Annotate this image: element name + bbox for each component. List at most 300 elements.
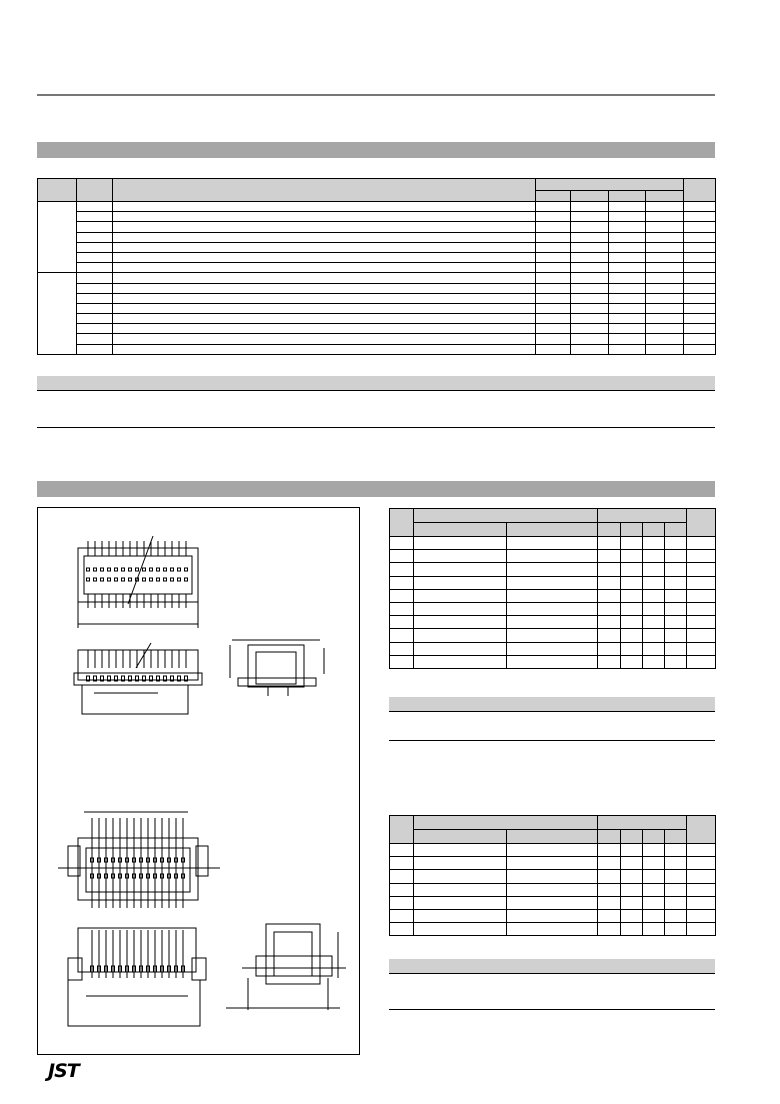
table-cell xyxy=(77,179,113,202)
table-cell xyxy=(665,563,687,576)
table-cell xyxy=(414,655,507,668)
table-a-notes-header xyxy=(389,697,715,711)
table-cell xyxy=(77,293,113,303)
table-cell xyxy=(609,191,646,202)
receptacle-front-view xyxy=(68,928,206,1026)
table-cell xyxy=(598,883,621,896)
table-cell xyxy=(390,923,414,936)
table-cell xyxy=(571,202,609,212)
table-row xyxy=(390,616,716,629)
table-cell xyxy=(113,344,536,354)
table-cell xyxy=(643,523,665,537)
table-cell xyxy=(390,563,414,576)
table-cell xyxy=(621,655,643,668)
table-cell xyxy=(643,642,665,655)
table-cell xyxy=(390,589,414,602)
pin-pad xyxy=(129,568,132,571)
table-cell xyxy=(646,222,684,232)
table-cell xyxy=(687,629,716,642)
table-cell xyxy=(536,212,571,222)
table-cell xyxy=(598,509,687,523)
table-cell xyxy=(598,576,621,589)
table-cell xyxy=(684,334,716,344)
table-cell xyxy=(684,273,716,283)
table-cell xyxy=(621,896,643,909)
table-cell xyxy=(665,550,687,563)
table-cell xyxy=(113,263,536,273)
table-cell xyxy=(665,655,687,668)
table-cell xyxy=(687,537,716,550)
table-cell xyxy=(113,334,536,344)
pin-pad xyxy=(115,568,118,571)
pin-pad xyxy=(94,568,97,571)
table-cell xyxy=(77,202,113,212)
pin-pad xyxy=(150,568,153,571)
table-cell xyxy=(665,576,687,589)
table-row xyxy=(390,576,716,589)
table-cell xyxy=(414,844,507,857)
table-cell xyxy=(571,293,609,303)
table-cell xyxy=(414,857,507,870)
table-cell xyxy=(390,509,414,537)
table-cell xyxy=(77,344,113,354)
table-row xyxy=(38,303,716,313)
table-cell xyxy=(621,857,643,870)
table-cell xyxy=(665,537,687,550)
table-cell xyxy=(687,616,716,629)
table-row xyxy=(390,509,716,523)
table-cell xyxy=(113,202,536,212)
table-cell xyxy=(536,314,571,324)
pin-pad xyxy=(108,578,111,581)
table-cell xyxy=(684,222,716,232)
table-cell xyxy=(77,283,113,293)
table-cell xyxy=(390,816,414,844)
table-cell xyxy=(609,242,646,252)
table-cell xyxy=(665,909,687,922)
table-cell xyxy=(643,857,665,870)
table-cell xyxy=(621,616,643,629)
table-cell xyxy=(687,563,716,576)
table-cell xyxy=(507,830,598,844)
table-cell xyxy=(571,242,609,252)
table-cell xyxy=(687,816,716,844)
table-cell xyxy=(414,563,507,576)
spec-table xyxy=(37,178,716,355)
table-cell xyxy=(507,870,598,883)
table-cell xyxy=(621,602,643,615)
table-cell xyxy=(507,883,598,896)
table-cell xyxy=(507,616,598,629)
table-cell xyxy=(536,252,571,262)
table-cell xyxy=(621,923,643,936)
table-cell xyxy=(643,844,665,857)
table-cell xyxy=(536,334,571,344)
table-cell xyxy=(643,909,665,922)
table-cell xyxy=(113,252,536,262)
table-cell xyxy=(598,816,687,830)
table-cell xyxy=(414,923,507,936)
pin-pad xyxy=(94,578,97,581)
table-cell xyxy=(609,252,646,262)
table-cell xyxy=(621,563,643,576)
table-row xyxy=(390,602,716,615)
table-cell xyxy=(38,202,77,273)
table-row xyxy=(390,537,716,550)
table-cell xyxy=(414,896,507,909)
table-row xyxy=(38,334,716,344)
table-cell xyxy=(77,303,113,313)
table-cell xyxy=(38,273,77,355)
table-cell xyxy=(390,870,414,883)
table-cell xyxy=(684,314,716,324)
table-row xyxy=(390,923,716,936)
table-row xyxy=(390,550,716,563)
table-cell xyxy=(684,202,716,212)
pin-pad xyxy=(108,568,111,571)
plug-front-view xyxy=(74,643,202,714)
table-cell xyxy=(643,602,665,615)
table-cell xyxy=(598,830,621,844)
table-cell xyxy=(571,303,609,313)
table-row xyxy=(38,232,716,242)
table-row xyxy=(38,314,716,324)
spec-notes-rule-bottom xyxy=(37,427,715,428)
table-cell xyxy=(113,293,536,303)
table-cell xyxy=(571,191,609,202)
table-cell xyxy=(77,324,113,334)
table-cell xyxy=(609,283,646,293)
table-b-notes-rule-bottom xyxy=(389,1009,715,1010)
table-cell xyxy=(643,629,665,642)
table-cell xyxy=(684,179,716,202)
spec-notes-rule-top xyxy=(37,390,715,391)
table-cell xyxy=(684,212,716,222)
table-cell xyxy=(414,537,507,550)
table-cell xyxy=(643,550,665,563)
table-cell xyxy=(536,191,571,202)
table-cell xyxy=(598,870,621,883)
table-cell xyxy=(414,550,507,563)
table-cell xyxy=(571,232,609,242)
table-cell xyxy=(621,642,643,655)
table-cell xyxy=(38,179,77,202)
table-cell xyxy=(77,334,113,344)
table-cell xyxy=(536,232,571,242)
table-cell xyxy=(571,212,609,222)
table-cell xyxy=(646,303,684,313)
table-cell xyxy=(609,344,646,354)
table-row xyxy=(38,202,716,212)
table-cell xyxy=(665,616,687,629)
pin-pad xyxy=(87,578,90,581)
table-row xyxy=(38,273,716,283)
table-cell xyxy=(643,563,665,576)
table-cell xyxy=(598,896,621,909)
table-cell xyxy=(609,334,646,344)
table-cell xyxy=(507,589,598,602)
table-row xyxy=(390,589,716,602)
pin-pad xyxy=(136,568,139,571)
pin-pad xyxy=(122,578,125,581)
receptacle-top-view xyxy=(58,812,220,908)
table-cell xyxy=(687,509,716,537)
table-cell xyxy=(536,263,571,273)
table-cell xyxy=(687,589,716,602)
table-row xyxy=(38,324,716,334)
table-row xyxy=(38,212,716,222)
table-cell xyxy=(687,909,716,922)
table-cell xyxy=(665,857,687,870)
table-cell xyxy=(687,844,716,857)
table-row xyxy=(390,870,716,883)
table-cell xyxy=(598,616,621,629)
table-cell xyxy=(598,655,621,668)
table-a-notes-rule-bottom xyxy=(389,740,715,741)
table-cell xyxy=(621,830,643,844)
table-row xyxy=(390,857,716,870)
table-row xyxy=(38,283,716,293)
table-cell xyxy=(687,576,716,589)
table-cell xyxy=(414,830,507,844)
table-cell xyxy=(571,344,609,354)
pin-pad xyxy=(185,568,188,571)
table-cell xyxy=(390,602,414,615)
table-cell xyxy=(77,212,113,222)
table-cell xyxy=(414,589,507,602)
table-cell xyxy=(414,616,507,629)
table-cell xyxy=(598,629,621,642)
table-cell xyxy=(113,324,536,334)
table-cell xyxy=(507,857,598,870)
table-cell xyxy=(507,629,598,642)
table-cell xyxy=(621,844,643,857)
table-b-notes-rule xyxy=(389,973,715,974)
table-a-notes-rule xyxy=(389,711,715,712)
table-cell xyxy=(571,273,609,283)
table-cell xyxy=(571,263,609,273)
table-cell xyxy=(390,642,414,655)
table-cell xyxy=(684,232,716,242)
receptacle-side-view xyxy=(226,924,346,1010)
table-cell xyxy=(665,830,687,844)
table-cell xyxy=(665,589,687,602)
table-cell xyxy=(414,909,507,922)
table-cell xyxy=(621,883,643,896)
section-band-1 xyxy=(37,142,715,158)
table-cell xyxy=(390,883,414,896)
table-cell xyxy=(665,629,687,642)
header-rule xyxy=(37,94,715,96)
table-cell xyxy=(646,314,684,324)
table-cell xyxy=(621,589,643,602)
pin-pad xyxy=(143,578,146,581)
table-cell xyxy=(77,232,113,242)
table-cell xyxy=(609,263,646,273)
table-cell xyxy=(414,816,598,830)
table-cell xyxy=(684,293,716,303)
drawing-panel xyxy=(37,507,360,1055)
table-cell xyxy=(643,923,665,936)
table-cell xyxy=(687,870,716,883)
pin-pad xyxy=(87,568,90,571)
table-cell xyxy=(390,550,414,563)
table-cell xyxy=(414,602,507,615)
table-cell xyxy=(643,655,665,668)
pin-pad xyxy=(150,578,153,581)
table-cell xyxy=(598,857,621,870)
table-b-notes-header xyxy=(389,959,715,973)
table-cell xyxy=(598,537,621,550)
table-cell xyxy=(598,909,621,922)
table-cell xyxy=(113,283,536,293)
table-cell xyxy=(621,550,643,563)
table-cell xyxy=(646,344,684,354)
table-cell xyxy=(414,523,507,537)
table-cell xyxy=(609,212,646,222)
table-cell xyxy=(536,324,571,334)
table-cell xyxy=(390,537,414,550)
table-cell xyxy=(598,523,621,537)
table-cell xyxy=(113,222,536,232)
table-cell xyxy=(687,923,716,936)
table-row xyxy=(390,844,716,857)
table-cell xyxy=(643,616,665,629)
table-cell xyxy=(507,896,598,909)
table-cell xyxy=(643,830,665,844)
table-cell xyxy=(609,232,646,242)
table-cell xyxy=(571,252,609,262)
table-cell xyxy=(536,273,571,283)
table-cell xyxy=(77,273,113,283)
pin-pad xyxy=(171,578,174,581)
table-cell xyxy=(598,589,621,602)
table-cell xyxy=(113,179,536,202)
plug-side-view xyxy=(230,640,324,696)
table-cell xyxy=(687,896,716,909)
table-cell xyxy=(113,273,536,283)
table-cell xyxy=(687,883,716,896)
table-row xyxy=(390,816,716,830)
pin-pad xyxy=(143,568,146,571)
table-cell xyxy=(646,293,684,303)
table-cell xyxy=(390,909,414,922)
table-cell xyxy=(598,602,621,615)
table-cell xyxy=(598,550,621,563)
table-cell xyxy=(536,179,684,191)
table-cell xyxy=(77,252,113,262)
table-cell xyxy=(507,537,598,550)
pin-pad xyxy=(101,568,104,571)
table-cell xyxy=(113,232,536,242)
table-cell xyxy=(643,870,665,883)
table-cell xyxy=(507,602,598,615)
table-cell xyxy=(507,923,598,936)
table-cell xyxy=(390,576,414,589)
table-cell xyxy=(390,655,414,668)
table-cell xyxy=(646,202,684,212)
brand-logo: JST xyxy=(48,1060,79,1082)
table-cell xyxy=(390,844,414,857)
table-cell xyxy=(665,602,687,615)
table-cell xyxy=(571,222,609,232)
table-cell xyxy=(113,212,536,222)
table-cell xyxy=(665,523,687,537)
table-cell xyxy=(536,283,571,293)
table-cell xyxy=(77,263,113,273)
pin-pad xyxy=(178,568,181,571)
table-cell xyxy=(390,629,414,642)
table-cell xyxy=(684,252,716,262)
table-cell xyxy=(643,883,665,896)
table-cell xyxy=(646,273,684,283)
table-row xyxy=(390,642,716,655)
table-cell xyxy=(684,324,716,334)
table-cell xyxy=(665,923,687,936)
table-cell xyxy=(643,589,665,602)
table-cell xyxy=(414,576,507,589)
table-row xyxy=(38,222,716,232)
table-cell xyxy=(646,232,684,242)
table-cell xyxy=(621,629,643,642)
table-cell xyxy=(571,324,609,334)
table-cell xyxy=(646,252,684,262)
table-cell xyxy=(684,263,716,273)
table-cell xyxy=(665,870,687,883)
table-row xyxy=(390,830,716,844)
table-cell xyxy=(536,222,571,232)
table-cell xyxy=(684,303,716,313)
table-cell xyxy=(684,283,716,293)
table-cell xyxy=(507,523,598,537)
table-cell xyxy=(390,896,414,909)
table-cell xyxy=(536,303,571,313)
table-cell xyxy=(414,509,598,523)
table-cell xyxy=(414,629,507,642)
table-cell xyxy=(687,857,716,870)
pin-pad xyxy=(164,568,167,571)
section-band-2 xyxy=(37,481,715,497)
table-b xyxy=(389,815,716,936)
table-cell xyxy=(646,334,684,344)
table-cell xyxy=(507,655,598,668)
table-cell xyxy=(571,283,609,293)
pin-pad xyxy=(164,578,167,581)
table-cell xyxy=(77,314,113,324)
drawings-svg xyxy=(38,508,361,1056)
table-row xyxy=(390,909,716,922)
pin-pad xyxy=(129,578,132,581)
table-cell xyxy=(113,314,536,324)
table-cell xyxy=(687,655,716,668)
pin-pad xyxy=(101,578,104,581)
table-cell xyxy=(609,314,646,324)
table-cell xyxy=(536,242,571,252)
table-cell xyxy=(507,642,598,655)
table-cell xyxy=(621,537,643,550)
table-cell xyxy=(507,563,598,576)
table-cell xyxy=(609,293,646,303)
table-row xyxy=(38,344,716,354)
table-cell xyxy=(646,242,684,252)
table-cell xyxy=(646,324,684,334)
table-cell xyxy=(609,273,646,283)
table-cell xyxy=(390,616,414,629)
table-cell xyxy=(687,642,716,655)
table-cell xyxy=(643,576,665,589)
table-cell xyxy=(609,324,646,334)
table-cell xyxy=(113,303,536,313)
